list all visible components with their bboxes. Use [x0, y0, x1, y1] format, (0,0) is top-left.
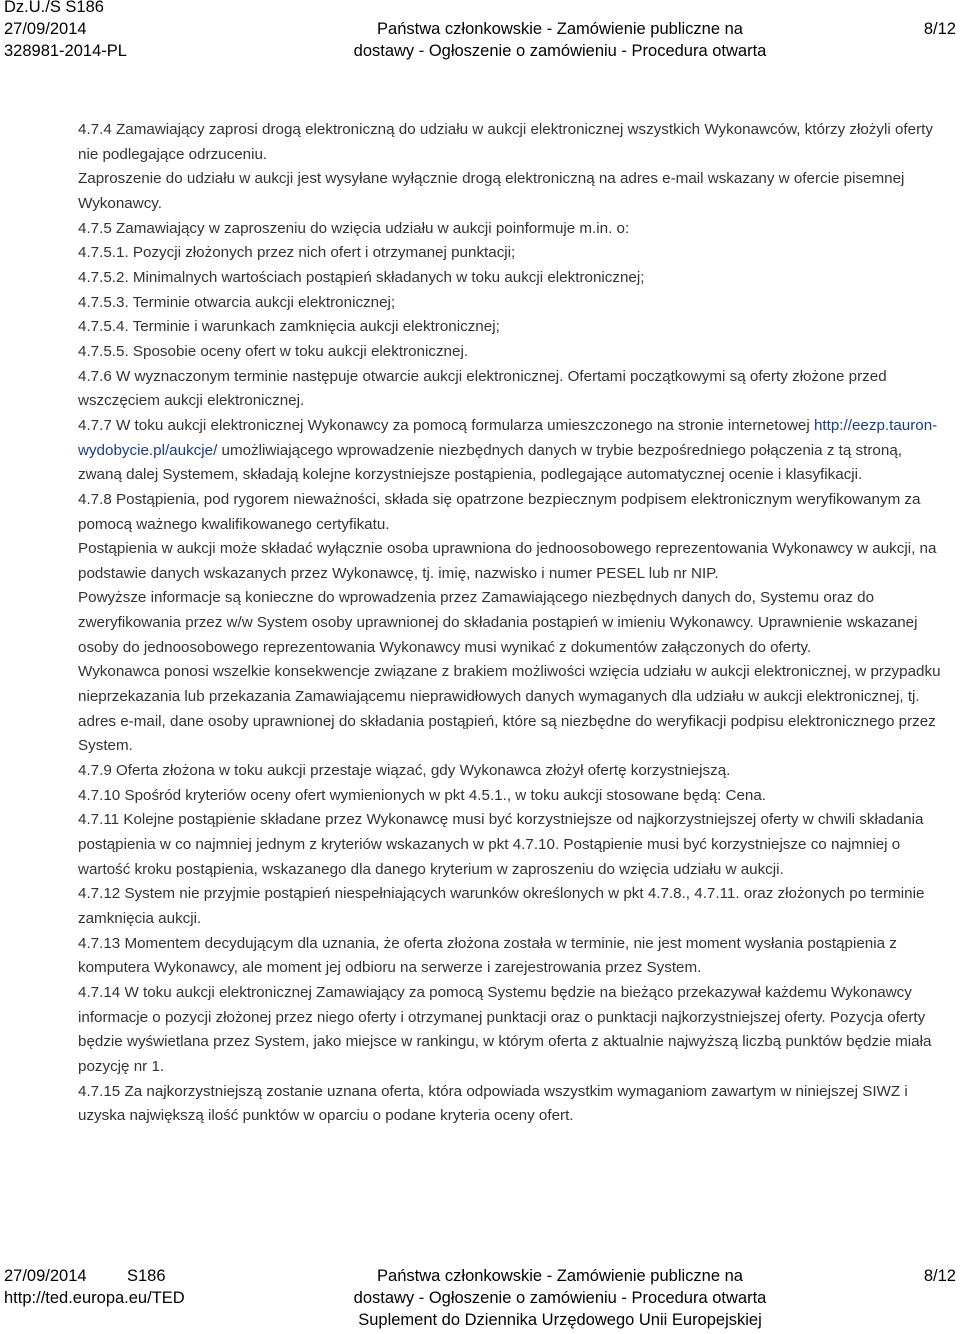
- paragraph-data-required: Powyższe informacje są konieczne do wprowadzenia przez Zamawiającego niezbędnych danych do, Systemu oraz do zweryfikowania przez w/w System osoby uprawnionej do składania postąpień w imieniu Wykonawcy. Uprawnienie wskazanej osoby do jednoosobowego reprezentowania Wykonawcy musi wynikać z dokumentów załączonych do oferty.: [78, 589, 918, 656]
- paragraph-4-7-5-2: 4.7.5.2. Minimalnych wartościach postąpień składanych w toku aukcji elektronicznej;: [78, 268, 645, 286]
- paragraph-4-7-15: 4.7.15 Za najkorzystniejszą zostanie uznana oferta, która odpowiada wszystkim wymaganiom zawartym w niniejszej SIWZ i uzyska największą ilość punktów w oparciu o podane kryteria oceny ofert.: [78, 1082, 908, 1125]
- footer-url[interactable]: http://ted.europa.eu/TED: [4, 1289, 185, 1307]
- footer-supplement: Suplement do Dziennika Urzędowego Unii Europejskiej: [358, 1311, 762, 1329]
- journal-reference: Dz.U./S S186: [4, 0, 104, 16]
- auction-link[interactable]: http://eezp.tauron-wydobycie.pl/aukcje/: [78, 416, 938, 459]
- paragraph-4-7-12: 4.7.12 System nie przyjmie postąpień niespełniających warunków określonych w pkt 4.7.8., 4.7.11. oraz złożonych po terminie zamknięcia aukcji.: [78, 885, 925, 927]
- paragraph-invitation: Zaproszenie do udziału w aukcji jest wysyłane wyłącznie drogą elektroniczną na adres e-mail wskazany w ofercie pisemnej Wykonawcy.: [78, 170, 905, 212]
- notice-number: 328981-2014-PL: [4, 42, 127, 60]
- document-body: [78, 118, 950, 1129]
- paragraph-4-7-7-intro: 4.7.7 W toku aukcji elektronicznej Wykonawcy za pomocą formularza umieszczonego na stronie internetowej: [78, 416, 814, 434]
- paragraph-4-7-7-rest: umożliwiającego wprowadzenie niezbędnych danych w trybie bezpośredniego połączenia z tą stroną, zwaną dalej Systemem, składają kolejne korzystniejsze postąpienia, podlegające automatycznej ocenie i klasyfikacji.: [78, 441, 902, 484]
- footer-page-number: 8/12: [923, 1267, 956, 1285]
- header-date: 27/09/2014: [4, 20, 87, 38]
- header-title-line-2: dostawy - Ogłoszenie o zamówieniu - Procedura otwarta: [353, 42, 767, 60]
- page-footer: [0, 1265, 960, 1334]
- paragraph-4-7-5-3: 4.7.5.3. Terminie otwarcia aukcji elektronicznej;: [78, 293, 396, 311]
- paragraph-4-7-5-1: 4.7.5.1. Pozycji złożonych przez nich ofert i otrzymanej punktacji;: [78, 244, 516, 262]
- paragraph-4-7-7: [78, 414, 950, 488]
- paragraph-4-7-5-4: 4.7.5.4. Terminie i warunkach zamknięcia aukcji elektronicznej;: [78, 318, 500, 336]
- paragraph-4-7-4: 4.7.4 Zamawiający zaprosi drogą elektroniczną do udziału w aukcji elektronicznej wszystkich Wykonawców, którzy złożyli oferty nie podlegające odrzuceniu.: [78, 121, 933, 163]
- paragraph-4-7-10: 4.7.10 Spośród kryteriów oceny ofert wymienionych w pkt 4.5.1., w toku aukcji stosowane będą: Cena.: [78, 786, 767, 804]
- footer-title-line-1: Państwa członkowskie - Zamówienie publiczne na: [377, 1267, 743, 1285]
- header-page-number: 8/12: [923, 20, 956, 38]
- footer-title-line-2: dostawy - Ogłoszenie o zamówieniu - Procedura otwarta: [353, 1289, 767, 1307]
- header-title-line-1: Państwa członkowskie - Zamówienie publiczne na: [377, 20, 743, 38]
- paragraph-4-7-11: 4.7.11 Kolejne postąpienie składane przez Wykonawcę musi być korzystniejsze od najkorzystniejszej oferty w chwili składania postąpienia w co najmniej jednym z kryteriów wskazanych w pkt 4.7.10. Postąpienie musi być korzystniejsze co najmniej o wartość kroku postąpienia, wskazanego dla danego kryterium w zaproszeniu do wzięcia udziału w aukcji.: [78, 811, 924, 878]
- paragraph-4-7-8: 4.7.8 Postąpienia, pod rygorem nieważności, składa się opatrzone bezpiecznym podpisem elektronicznym weryfikowanym za pomocą ważnego kwalifikowanego certyfikatu.: [78, 490, 921, 533]
- paragraph-4-7-6: 4.7.6 W wyznaczonym terminie następuje otwarcie aukcji elektronicznej. Ofertami początkowymi są oferty złożone przed wszczęciem aukcji elektronicznej.: [78, 367, 887, 410]
- footer-date: 27/09/2014: [4, 1267, 87, 1285]
- page-header: [0, 0, 960, 66]
- paragraph-4-7-5-5: 4.7.5.5. Sposobie oceny ofert w toku aukcji elektronicznej.: [78, 342, 469, 360]
- paragraph-4-7-13: 4.7.13 Momentem decydującym dla uznania, że oferta złożona została w terminie, nie jest moment wysłania postąpienia z komputera Wykonawcy, ale moment jej odbioru na serwerze i zarejestrowania przez System.: [78, 934, 897, 977]
- paragraph-consequences: Wykonawca ponosi wszelkie konsekwencje związane z brakiem możliwości wzięcia udziału w aukcji elektronicznej, w przypadku nieprzekazania lub przekazania Zamawiającemu nieprawidłowych danych wymaganych dla udziału w aukcji elektronicznej, tj. adres e-mail, dane osoby uprawnionej do składania postąpień, które są niezbędne do weryfikacji podpisu elektronicznego przez System.: [78, 663, 941, 755]
- paragraph-authorized-person: Postąpienia w aukcji może składać wyłącznie osoba uprawniona do jednoosobowego reprezentowania Wykonawcy w aukcji, na podstawie danych wskazanych przez Wykonawcę, tj. imię, nazwisko i numer PESEL lub nr NIP.: [78, 540, 937, 582]
- paragraph-4-7-14: 4.7.14 W toku aukcji elektronicznej Zamawiający za pomocą Systemu będzie na bieżąco przekazywał każdemu Wykonawcy informacje o pozycji złożonej przez niego oferty i otrzymanej punktacji oraz o punktacji najkorzystniejszej oferty. Pozycja oferty będzie wyświetlana przez System, jako miejsce w rankingu, w którym oferta z aktualnie najwyższą liczbą punktów będzie miała pozycję nr 1.: [78, 983, 932, 1075]
- paragraph-4-7-9: 4.7.9 Oferta złożona w toku aukcji przestaje wiązać, gdy Wykonawca złożył ofertę korzystniejszą.: [78, 762, 731, 780]
- footer-series: S186: [127, 1267, 166, 1285]
- paragraph-4-7-5: 4.7.5 Zamawiający w zaproszeniu do wzięcia udziału w aukcji poinformuje m.in. o:: [78, 219, 630, 237]
